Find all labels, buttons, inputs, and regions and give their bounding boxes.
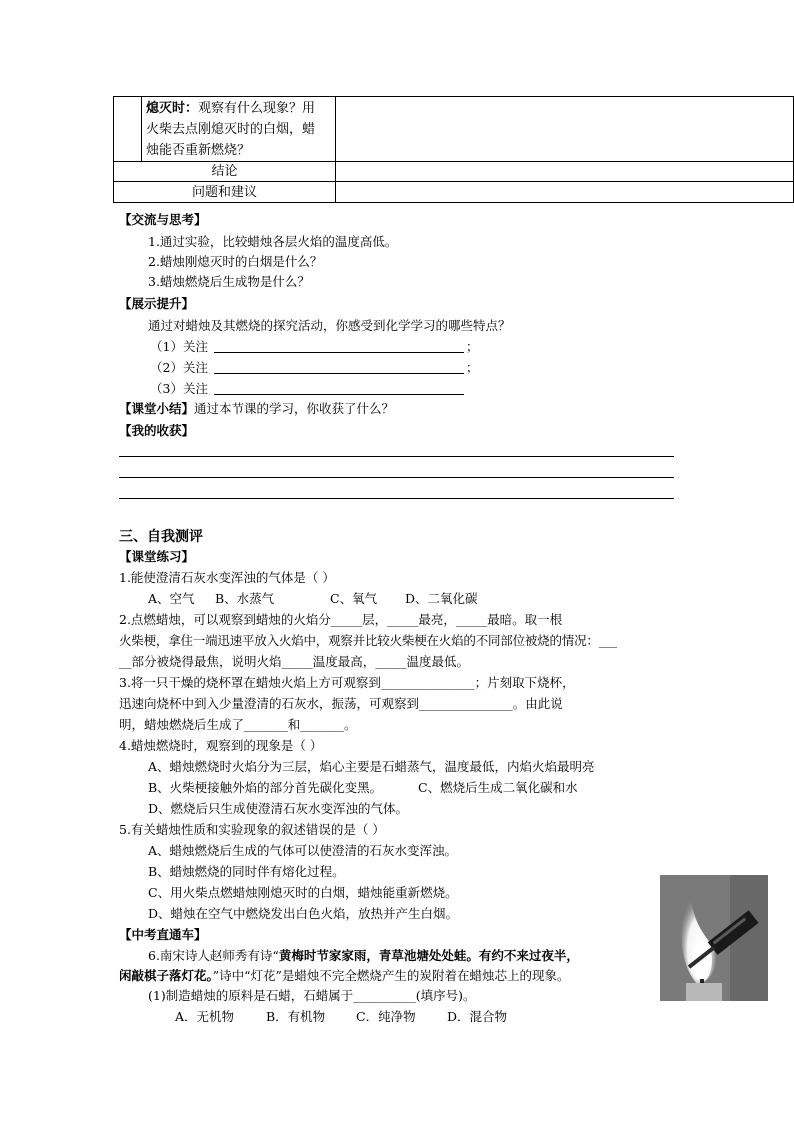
display-item-2-semicolon: ； [466, 360, 479, 375]
display-item-1-blank[interactable] [214, 352, 464, 353]
exam-q6-option-c: C．纯净物 [356, 1009, 416, 1024]
display-item-1-semicolon: ； [466, 339, 479, 354]
practice-q3-line1: 3.将一只干燥的烧杯罩在蜡烛火焰上方可观察到_______________；片刻取下烧杯， [119, 675, 575, 690]
practice-q5: 5.有关蜡烛性质和实验现象的叙述错误的是（ ） [119, 822, 385, 837]
display-heading: 【展示提升】 [119, 296, 195, 311]
conclusion-label: 结论 [114, 162, 336, 182]
issues-answer-cell [336, 182, 794, 203]
exchange-heading: 【交流与思考】 [119, 212, 207, 227]
display-item-3: （3）关注 [150, 381, 208, 396]
exam-q6-option-a: A．无机物 [175, 1009, 235, 1024]
practice-q2-line3: __部分被烧得最焦，说明火焰_____温度最高，_____温度最低。 [119, 654, 470, 669]
practice-heading: 【课堂练习】 [119, 549, 195, 564]
practice-q1-option-c: C、氧气 [330, 591, 378, 606]
practice-q4-option-a: A、蜡烛燃烧时火焰分为三层，焰心主要是石蜡蒸气，温度最低，内焰火焰最明亮 [148, 759, 595, 774]
exam-q6-sub1: (1)制造蜡烛的原料是石蜡，石蜡属于__________(填序号)。 [148, 988, 476, 1003]
practice-q4-option-c: C、燃烧后生成二氧化碳和水 [418, 780, 578, 795]
display-item-2-blank[interactable] [214, 373, 464, 374]
extinguish-answer-cell [336, 97, 794, 162]
display-item-3-blank[interactable] [214, 394, 464, 395]
harvest-line-1[interactable] [119, 456, 674, 457]
practice-q5-option-d: D、蜡烛在空气中燃烧发出白色火焰，放热并产生白烟。 [148, 906, 459, 921]
section-3-title: 三、自我测评 [119, 529, 203, 545]
practice-q3-line2: 迅速向烧杯中到入少量澄清的石灰水，振荡，可观察到_______________。由此说 [119, 696, 563, 711]
practice-q3-line3: 明，蜡烛燃烧后生成了_______和_______。 [119, 717, 357, 732]
practice-q1-option-a: A、空气 [148, 591, 195, 606]
harvest-line-3[interactable] [119, 498, 674, 499]
summary-line: 【课堂小结】通过本节课的学习，你收获了什么？ [119, 401, 395, 416]
table-blank-left [114, 97, 142, 162]
harvest-heading: 【我的收获】 [119, 423, 195, 438]
practice-q1-option-b: B、水蒸气 [215, 591, 275, 606]
candle-flame-photo [660, 875, 768, 1001]
practice-q5-option-c: C、用火柴点燃蜡烛刚熄灭时的白烟，蜡烛能重新燃烧。 [148, 885, 458, 900]
display-item-2: （2）关注 [150, 360, 208, 375]
practice-q2-line1: 2.点燃蜡烛，可以观察到蜡烛的火焰分_____层，_____最亮，_____最暗。取一根 [119, 612, 563, 627]
exam-heading: 【中考直通车】 [119, 927, 207, 942]
harvest-line-2[interactable] [119, 477, 674, 478]
practice-q5-option-a: A、蜡烛燃烧后生成的气体可以使澄清的石灰水变浑浊。 [148, 843, 458, 858]
practice-q5-option-b: B、蜡烛燃烧的同时伴有熔化过程。 [148, 864, 345, 879]
exchange-q3: 3.蜡烛燃烧后生成物是什么？ [148, 274, 310, 289]
exam-q6-line2: 闲敲棋子落灯花。”诗中“灯花”是蜡烛不完全燃烧产生的炭附着在蜡烛芯上的现象。 [119, 968, 570, 983]
practice-q4-option-d: D、燃烧后只生成使澄清石灰水变浑浊的气体。 [148, 801, 409, 816]
practice-q1: 1.能使澄清石灰水变浑浊的气体是（ ） [119, 570, 335, 585]
display-prompt: 通过对蜡烛及其燃烧的探究活动，你感受到化学学习的哪些特点？ [148, 318, 511, 333]
display-item-1: （1）关注 [150, 339, 208, 354]
candle-flame-illustration [660, 875, 768, 1001]
conclusion-answer-cell [336, 162, 794, 182]
practice-q4-option-b: B、火柴梗接触外焰的部分首先碳化变黑。 [148, 780, 383, 795]
exchange-q2: 2.蜡烛刚熄灭时的白烟是什么？ [148, 254, 323, 269]
exam-q6-line1: 6.南宋诗人赵师秀有诗“黄梅时节家家雨，青草池塘处处蛙。有约不来过夜半， [148, 948, 579, 963]
exam-q6-option-b: B．有机物 [266, 1009, 326, 1024]
experiment-table [113, 96, 794, 203]
exchange-q1: 1.通过实验，比较蜡烛各层火焰的温度高低。 [148, 234, 398, 249]
exam-q6-option-d: D．混合物 [447, 1009, 508, 1024]
practice-q1-option-d: D、二氧化碳 [405, 591, 478, 606]
practice-q2-line2: 火柴梗，拿住一端迅速平放入火焰中，观察并比较火柴梗在火焰的不同部位被烧的情况：___ [119, 633, 617, 648]
practice-q4: 4.蜡烛燃烧时，观察到的现象是（ ） [119, 738, 323, 753]
extinguish-question: 熄灭时：观察有什么现象？用 火柴去点刚熄灭时的白烟，蜡 烛能否重新燃烧？ [142, 97, 336, 162]
issues-label: 问题和建议 [114, 182, 336, 203]
